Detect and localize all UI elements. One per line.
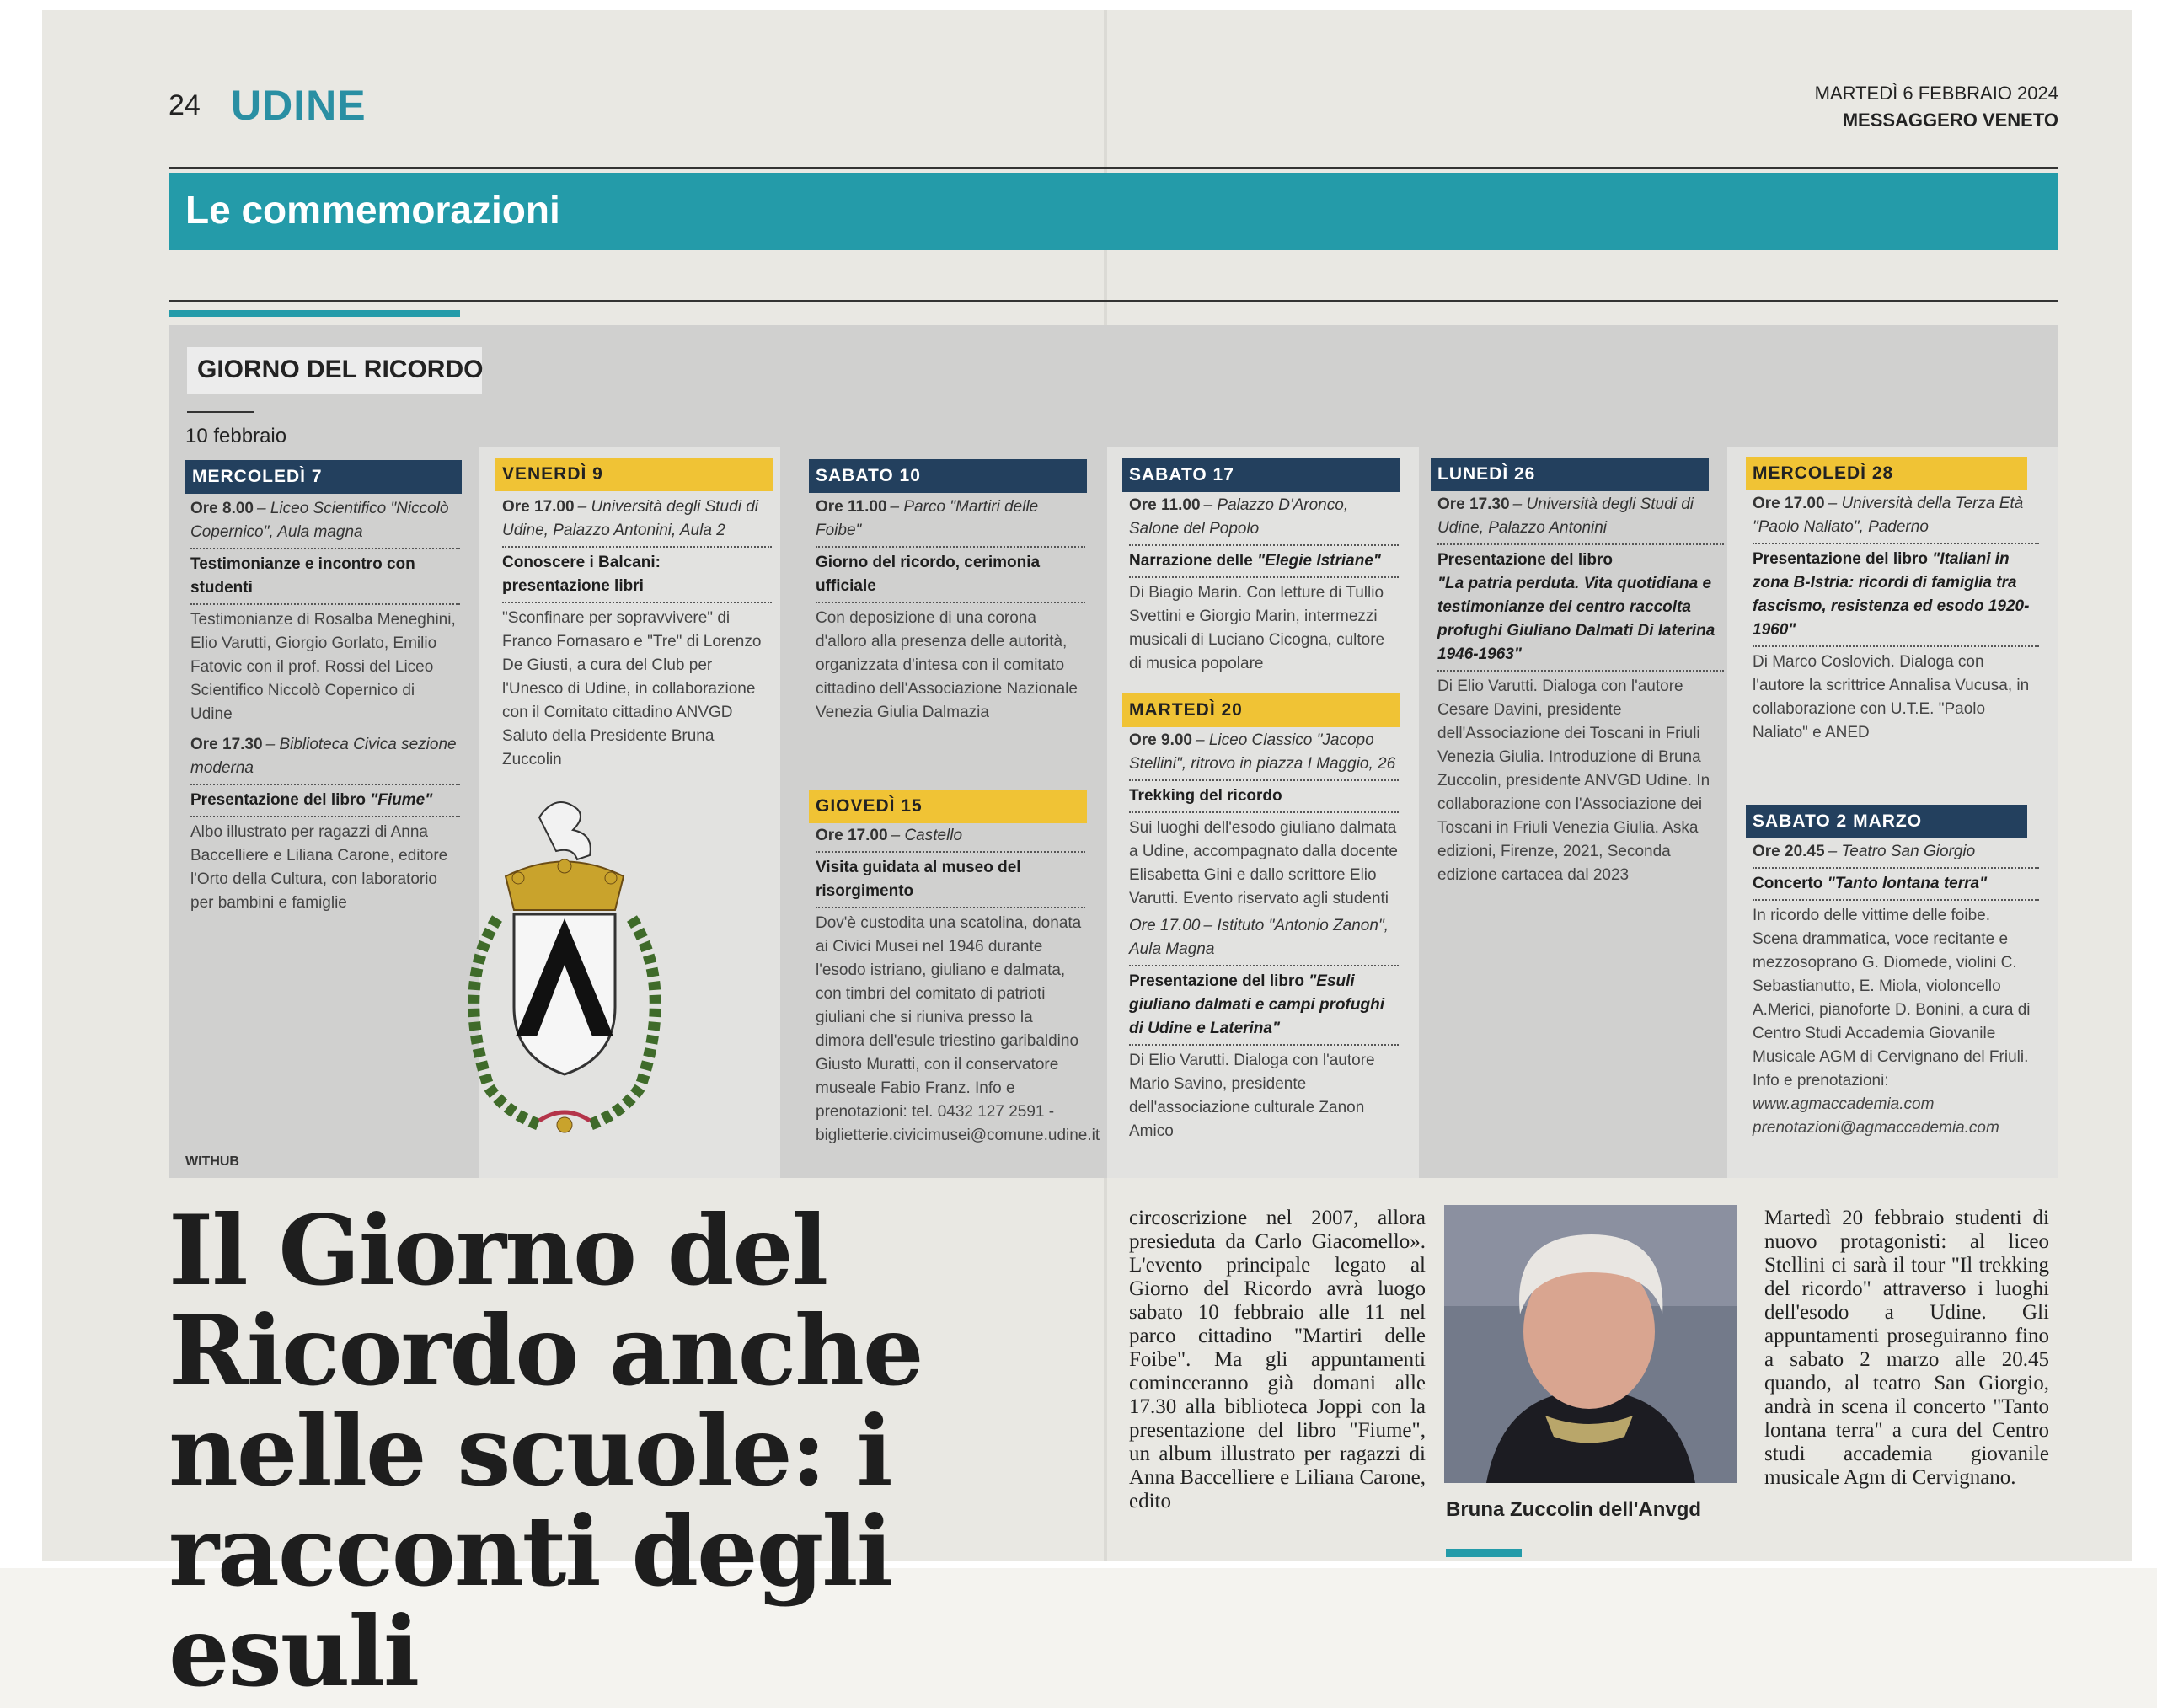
event-title-quote: "Tanto lontana terra" — [1827, 875, 1988, 892]
event-place: Istituto "Antonio Zanon", Aula Magna — [1129, 917, 1389, 958]
dotted-separator — [816, 602, 1085, 603]
event-title: Conoscere i Balcani: presentazione libri — [502, 554, 661, 595]
event-block — [502, 495, 772, 772]
event-title: Trekking del ricordo — [1129, 787, 1282, 805]
day-label-giovedi-15: GIOVEDÌ 15 — [809, 790, 1087, 823]
event-time: Ore 17.00 – Castello — [816, 827, 963, 844]
event-time: Ore 17.00 – Università degli Studi di Udine, Palazzo Antonini, Aula 2 — [502, 498, 758, 539]
event-hour: Ore 11.00 — [1129, 496, 1201, 514]
dotted-separator — [190, 548, 460, 549]
dotted-separator — [502, 546, 772, 548]
event-title-quote: "Elegie Istriane" — [1257, 552, 1381, 570]
event-description: In ricordo delle vittime delle foibe. Scena drammatica, voce recitante e mezzosoprano G. Diomede, violini C. Sebastianutto, E. Miola, violoncello A.Merici, pianoforte D. Bonini, a cura di Centro Studi Accademia Giovanile Musicale AGM di Cervignano del Friuli. Info e prenotazioni: — [1753, 907, 2031, 1090]
issue-date: MARTEDÌ 6 FEBBRAIO 2024 — [1814, 83, 2058, 104]
udine-coat-of-arms-icon — [438, 784, 691, 1146]
event-title-prefix: Presentazione del libro — [1129, 972, 1309, 990]
event-hour: Ore 17.30 — [190, 736, 263, 753]
day-label-sabato-10: SABATO 10 — [809, 459, 1087, 493]
day-label-mercoledi-28: MERCOLEDÌ 28 — [1746, 457, 2027, 490]
event-place: Liceo Classico "Jacopo Stellini", ritrovo in piazza I Maggio, 26 — [1129, 731, 1396, 773]
event-description: Testimonianze di Rosalba Meneghini, Elio Varutti, Giorgio Gorlato, Emilio Fatovic con il prof. Rossi del Liceo Scientifico Niccolò Copernico di Udine — [190, 611, 456, 723]
dotted-separator — [1129, 576, 1399, 578]
event-hour: Ore 17.00 — [502, 498, 575, 516]
article-headline: Il Giorno del Ricordo anche nelle scuole: i racconti degli esuli — [169, 1194, 923, 1708]
dotted-separator — [1129, 965, 1399, 966]
event-title-prefix: Narrazione delle — [1129, 552, 1258, 570]
dotted-separator — [816, 546, 1085, 548]
header-rule — [169, 167, 2058, 169]
dotted-separator — [190, 784, 460, 785]
event-description: Dov'è custodita una scatolina, donata ai Civici Musei nel 1946 durante l'esodo istriano, giuliano e dalmata, con timbri del comitato di patrioti giuliani che si riuniva presso la dimora dell'esule triestino garibaldino Giusto Muratti, con il conservatore museale Fabio Franz. Info e prenotazioni: tel. 0432 127 2591 - biglietterie.civicimusei@comune.udine.it — [816, 914, 1100, 1144]
event-block — [190, 497, 460, 915]
article-column-1: circoscrizione nel 2007, allora presieduta da Carlo Giacomello». L'evento principale legato al Giorno del Ricordo avrà luogo sabato 10 febbraio alle 11 nel parco cittadino "Martiri delle Foibe". Ma gli appuntamenti cominceranno già domani alle 17.30 alla biblioteca Joppi con la presentazione del libro "Fiume", un album illustrato per ragazzi di Anna Baccelliere e Liliana Carone, edito — [1129, 1207, 1426, 1513]
event-title-quote: "Fiume" — [370, 791, 433, 809]
credit-label: WITHUB — [185, 1154, 239, 1169]
event-block — [1753, 492, 2039, 745]
event-hour: Ore 17.00 — [816, 827, 888, 844]
event-title-quote: "La patria perduta. Vita quotidiana e testimonianze del centro raccolta profughi Giuliano Dalmati Di laterina 1946-1963" — [1437, 575, 1715, 663]
event-hour: Ore 17.00 — [1129, 917, 1201, 934]
section-title: UDINE — [231, 82, 367, 129]
event-description: Sui luoghi dell'esodo giuliano dalmata a Udine, accompagnato dalla docente Elisabetta Gini e dallo scrittore Elio Varutti. Evento riservato agli studenti — [1129, 819, 1399, 908]
event-block — [1437, 493, 1724, 887]
event-hour: Ore 8.00 — [190, 500, 254, 517]
dotted-separator — [190, 816, 460, 817]
event-place: Teatro San Giorgio — [1841, 843, 1976, 860]
event-hour: Ore 9.00 — [1129, 731, 1192, 749]
event-time: Ore 11.00 – Palazzo D'Aronco, Salone del Popolo — [1129, 496, 1349, 538]
newspaper-name: MESSAGGERO VENETO — [1842, 110, 2058, 131]
day-label-lunedi-26: LUNEDÌ 26 — [1431, 458, 1709, 491]
event-title-prefix: Concerto — [1753, 875, 1828, 892]
event-description: Di Elio Varutti. Dialoga con l'autore Mario Savino, presidente dell'associazione culturale Zanon Amico — [1129, 1052, 1375, 1140]
event-block — [1129, 494, 1399, 676]
event-time: Ore 9.00 – Liceo Classico "Jacopo Stellini", ritrovo in piazza I Maggio, 26 — [1129, 731, 1396, 773]
event-title — [1129, 970, 1399, 1041]
event-place: Palazzo D'Aronco, Salone del Popolo — [1129, 496, 1349, 538]
event-description: "Sconfinare per sopravvivere" di Franco Fornasaro e "Tre" di Lorenzo De Giusti, a cura del Club per l'Unesco di Udine, in collaborazione con il Comitato cittadino ANVGD Saluto della Presidente Bruna Zuccolin — [502, 609, 762, 768]
event-description: Di Elio Varutti. Dialoga con l'autore Cesare Davini, presidente dell'Associazione dei Toscani in Friuli Venezia Giulia. Introduzione di Bruna Zuccolin, presidente ANVGD Udine. In collaborazione con l'Associazione dei Toscani in Friuli Venezia Giulia. Aska edizioni, Firenze, 2021, Seconda edizione cartacea dal 2023 — [1437, 677, 1710, 884]
event-title — [1753, 872, 2039, 896]
dotted-separator — [1753, 645, 2039, 647]
dotted-separator — [190, 603, 460, 605]
event-title: Visita guidata al museo del risorgimento — [816, 859, 1021, 900]
event-time: Ore 11.00 – Parco "Martiri delle Foibe" — [816, 498, 1039, 539]
event-title: Testimonianze e incontro con studenti — [190, 555, 415, 597]
event-hour: Ore 20.45 — [1753, 843, 1825, 860]
event-place: Biblioteca Civica sezione moderna — [190, 736, 457, 777]
portrait-photo — [1444, 1205, 1737, 1483]
dotted-separator — [1129, 779, 1399, 781]
dotted-separator — [816, 851, 1085, 853]
event-time: Ore 17.00 – Università della Terza Età "Paolo Naliato", Paderno — [1753, 495, 2024, 536]
event-title-prefix: Presentazione del libro — [190, 791, 371, 809]
dotted-separator — [1753, 543, 2039, 544]
day-label-sabato-17: SABATO 17 — [1122, 458, 1400, 492]
dotted-separator — [1129, 1044, 1399, 1046]
accent-strip — [169, 310, 460, 317]
event-title: Presentazione del libro — [1437, 551, 1613, 569]
event-title — [1129, 549, 1399, 573]
caption-accent-strip — [1446, 1549, 1522, 1557]
dotted-separator — [816, 907, 1085, 908]
event-title-quote: "Esuli giuliano dalmati e campi profughi di Udine e Laterina" — [1129, 972, 1384, 1037]
event-place: Università della Terza Età "Paolo Naliato", Paderno — [1753, 495, 2024, 536]
event-time: Ore 17.30 – Università degli Studi di Udine, Palazzo Antonini — [1437, 495, 1694, 537]
dotted-separator — [1753, 899, 2039, 901]
event-title-prefix: Presentazione del libro — [1753, 550, 1933, 568]
band-title: Le commemorazioni — [185, 188, 560, 232]
event-place: Parco "Martiri delle Foibe" — [816, 498, 1039, 539]
event-hour: Ore 11.00 — [816, 498, 887, 516]
event-hour: Ore 17.00 — [1753, 495, 1825, 512]
dotted-separator — [502, 602, 772, 603]
event-title: Giorno del ricordo, cerimonia ufficiale — [816, 554, 1041, 595]
article-column-2: Martedì 20 febbraio studenti di nuovo protagonisti: al liceo Stellini ci sarà il tour "Il trekking del ricordo" attraverso i luoghi dell'esodo a Udine. Gli appuntamenti proseguiranno fino a sabato 2 marzo alle 20.45 quando, al teatro San Giorgio, andrà in scena il concerto "Tanto lontana terra" a cura del Centro studi accademia giovanile musicale Agm di Cervignano. — [1764, 1207, 2049, 1489]
event-block — [816, 824, 1100, 1148]
event-place: Università degli Studi di Udine, Palazzo Antonini, Aula 2 — [502, 498, 758, 539]
event-block — [816, 495, 1085, 725]
event-block — [1753, 840, 2039, 1140]
event-title-quote: "Italiani in zona B-Istria: ricordi di famiglia tra fascismo, resistenza ed esodo 1920-1960" — [1753, 550, 2030, 639]
event-description: Con deposizione di una corona d'alloro alla presenza delle autorità, organizzata d'intesa con il comitato cittadino dell'Associazione Nazionale Venezia Giulia Dalmazia — [816, 609, 1078, 721]
photo-caption: Bruna Zuccolin dell'Anvgd — [1446, 1498, 1702, 1521]
event-description: Di Biagio Marin. Con letture di Tullio Svettini e Giorgio Marin, intermezzi musicali di Luciano Cicogna, cultore di musica popolare — [1129, 584, 1385, 672]
divider-rule — [169, 300, 2058, 302]
event-time: Ore 17.00 – Istituto "Antonio Zanon", Aula Magna — [1129, 917, 1389, 958]
day-label-venerdi-9: VENERDÌ 9 — [495, 458, 773, 491]
event-place: Castello — [904, 827, 963, 844]
dotted-separator — [1129, 811, 1399, 813]
schedule-title-rule — [187, 411, 254, 413]
day-label-mercoledi-7: MERCOLEDÌ 7 — [185, 460, 462, 494]
schedule-title: GIORNO DEL RICORDO — [197, 356, 484, 383]
dotted-separator — [1129, 544, 1399, 546]
dotted-separator — [1437, 543, 1724, 545]
dotted-separator — [1437, 670, 1724, 672]
event-block — [1129, 729, 1399, 1143]
page-number: 24 — [169, 89, 201, 121]
event-time: Ore 20.45 – Teatro San Giorgio — [1753, 843, 1976, 860]
schedule-subtitle: 10 febbraio — [185, 425, 287, 447]
day-label-martedi-20: MARTEDÌ 20 — [1122, 693, 1400, 727]
event-links: www.agmaccademia.com prenotazioni@agmaccademia.com — [1753, 1095, 1999, 1137]
event-place: Università degli Studi di Udine, Palazzo Antonini — [1437, 495, 1694, 537]
event-title — [190, 789, 460, 812]
event-hour: Ore 17.30 — [1437, 495, 1510, 513]
event-place: Liceo Scientifico "Niccolò Copernico", Aula magna — [190, 500, 449, 541]
event-description: Albo illustrato per ragazzi di Anna Baccelliere e Liliana Carone, editore l'Orto della Cultura, con laboratorio per bambini e famiglie — [190, 823, 448, 912]
portrait-image — [1444, 1205, 1737, 1483]
event-description: Di Marco Coslovich. Dialoga con l'autore la scrittrice Annalisa Vucusa, in collaborazione con U.T.E. "Paolo Naliato" e ANED — [1753, 653, 2030, 742]
event-time: Ore 17.30 – Biblioteca Civica sezione moderna — [190, 736, 457, 777]
dotted-separator — [1753, 867, 2039, 869]
day-label-sabato-2-marzo: SABATO 2 MARZO — [1746, 805, 2027, 838]
event-time: Ore 8.00 – Liceo Scientifico "Niccolò Copernico", Aula magna — [190, 500, 449, 541]
event-title — [1753, 548, 2039, 642]
